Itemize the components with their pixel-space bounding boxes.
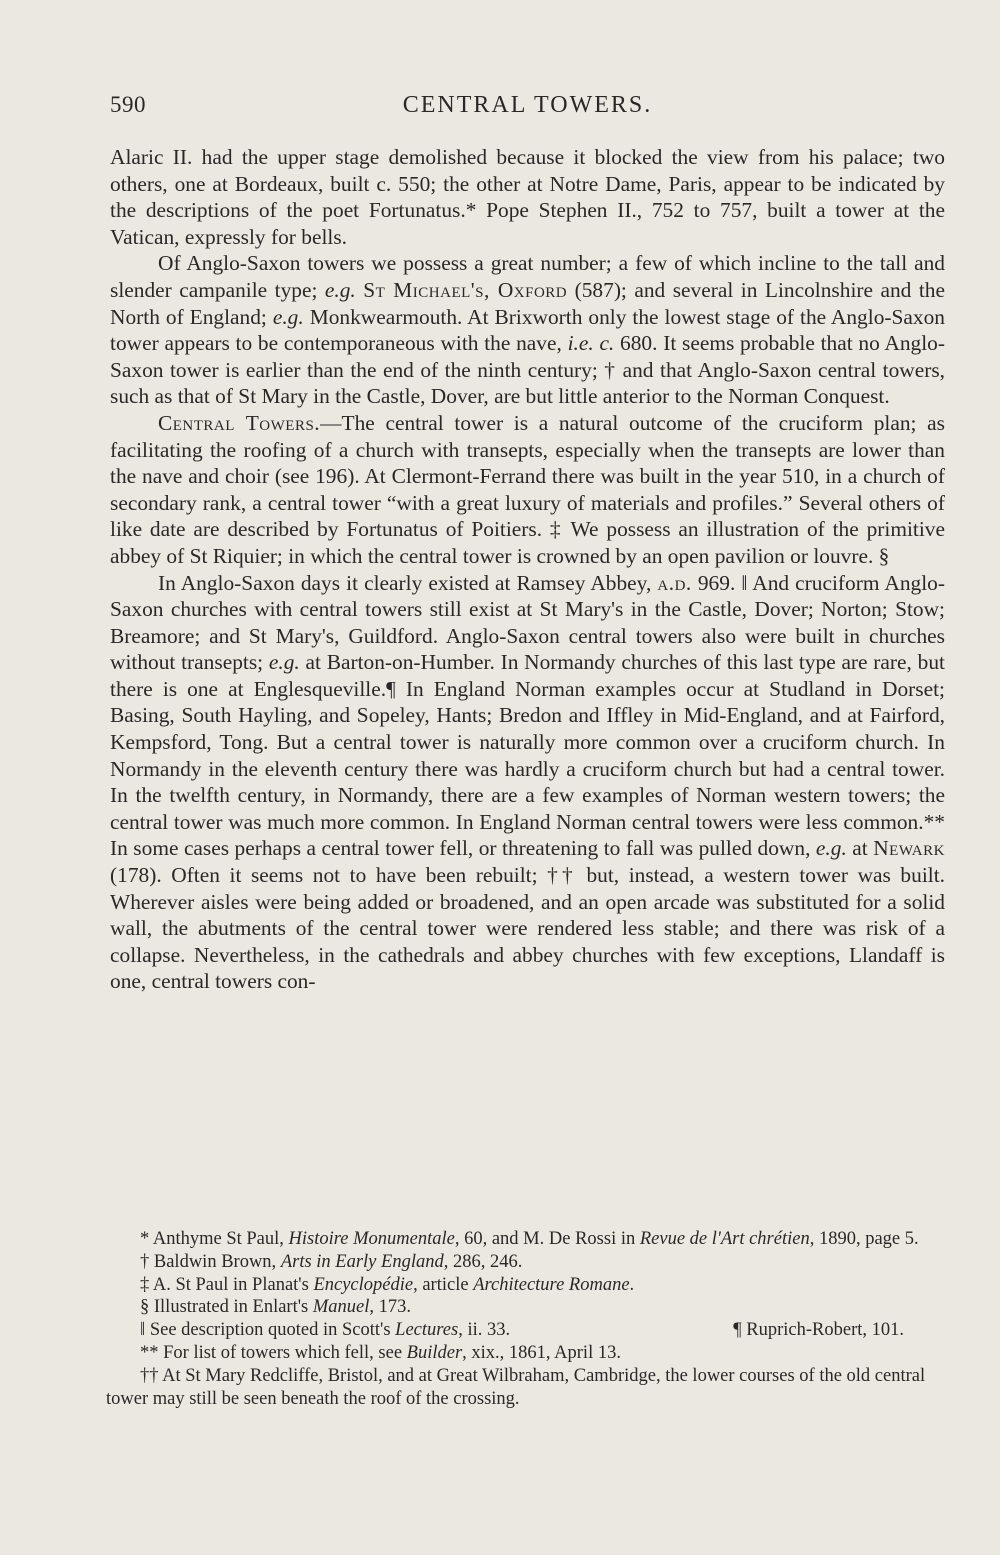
footnote-1: [106, 1228, 940, 1251]
text-span: , xix., 1861, April 13.: [462, 1342, 621, 1363]
footnote-row: [106, 1319, 940, 1342]
italic-span: Arts in Early England: [280, 1251, 444, 1272]
text-span: ‡ A. St Paul in Planat's: [140, 1274, 314, 1295]
text-span: , 60, and M. De Rossi in: [454, 1229, 640, 1249]
small-caps-span: a.d.: [657, 570, 692, 595]
text-span: In Anglo-Saxon days it clearly existed at Ramsey Abbey,: [158, 570, 658, 595]
text-span: § Illustrated in Enlart's: [140, 1297, 313, 1318]
paragraph-1: Alaric II. had the upper stage demolished because it blocked the view from his palace; two others, one at Bordeaux, built c. 550; the other at Notre Dame, Paris, appear to be indicated by the descriptions of the poet Fortunatus.* Pope Stephen II., 752 to 757, built a tower at the Vatican, expressly for bells.: [110, 145, 945, 249]
text-span: , 173.: [369, 1297, 412, 1318]
page-header: [110, 92, 945, 126]
text-span: * Anthyme St Paul,: [140, 1229, 289, 1249]
footnote-7: †† At St Mary Redcliffe, Bristol, and at Great Wilbraham, Cambridge, the lower courses of the old central tower may still be seen beneath the roof of the crossing.: [106, 1365, 926, 1409]
text-span: (178). Often it seems not to have been rebuilt; †† but, instead, a western tower was built. Wherever aisles were being added or broadened, and an open arcade was substituted for a solid wall, the abutments of the central tower were rendered less stable; and there was risk of a collapse. Nevertheless, in the cathedrals and abbey churches with few exceptions, Llandaff is one, central towers con-: [110, 863, 945, 994]
small-caps-span: Newark: [873, 836, 945, 861]
text-span: (587); and several in Lincolnshire and the North of England;: [110, 277, 945, 329]
text-span: at: [846, 836, 874, 861]
italic-span: e.g.: [268, 650, 300, 675]
text-span: Monkwearmouth. At Brixworth only the lowest stage of the Anglo-Saxon tower appears to be contemporaneous with the nave,: [110, 304, 945, 356]
section-heading: Central Towers.: [158, 410, 321, 435]
text-span: , 286, 246.: [443, 1251, 523, 1272]
italic-span: i.e. c.: [567, 331, 615, 356]
footnote-3: [106, 1274, 940, 1297]
footnote-5: [106, 1319, 510, 1342]
italic-span: Manuel: [312, 1297, 370, 1318]
italic-span: Lectures: [395, 1320, 459, 1341]
italic-span: e.g.: [272, 304, 304, 329]
text-span: , ii. 33.: [458, 1320, 511, 1341]
italic-span: e.g.: [815, 836, 847, 861]
paragraph-4: [110, 570, 945, 996]
text-span: —The central tower is a natural outcome of the cruciform plan; as facilitating the roofing of a church with transepts, especially when the transepts are lower than the nave and choir (see 196). At Clermont-Ferrand there was built in the year 510, in a church of secondary rank, a central tower “with a great luxury of materials and profiles.” Several others of like date are described by Fortunatus of Poitiers. ‡ We possess an illustration of the primitive abbey of St Riquier; in which the central tower is crowned by an open pavilion or louvre. §: [110, 410, 945, 568]
running-head: CENTRAL TOWERS.: [402, 92, 653, 118]
footnote-4: [106, 1296, 940, 1319]
body-text: [110, 144, 945, 995]
text-span: 969. ‖ And cruciform Anglo-Saxon churches with central towers still exist at St Mary's in the Castle, Dover; Norton; Stow; Breamore; and St Mary's, Guildford. Anglo-Saxon central towers also were built in churches without transepts;: [110, 570, 945, 675]
small-caps-span: St Michael's, Oxford: [363, 277, 568, 302]
footnote-6: [106, 1342, 940, 1365]
italic-span: Revue de l'Art chrétien: [639, 1229, 810, 1249]
footnote-2: [106, 1251, 940, 1274]
footnotes: [106, 1228, 940, 1410]
italic-span: Encyclopédie: [313, 1274, 414, 1295]
italic-span: Builder: [406, 1342, 463, 1363]
text-span: , article: [413, 1274, 474, 1295]
text-span: † Baldwin Brown,: [140, 1251, 281, 1272]
text-span: Of Anglo-Saxon towers we possess a great number; a few of which incline to the tall and slender campanile type;: [110, 251, 945, 302]
italic-span: Architecture Romane: [473, 1274, 630, 1295]
italic-span: e.g.: [324, 277, 356, 302]
text-span: .: [629, 1274, 635, 1295]
text-span: 680. It seems probable that no Anglo-Saxon tower is earlier than the end of the ninth century; † and that Anglo-Saxon central towers, such as that of St Mary in the Castle, Dover, are but little anterior to the Norman Conquest.: [110, 331, 945, 409]
footnote-pilcrow: ¶ Ruprich-Robert, 101.: [733, 1320, 904, 1341]
text-span: ** For list of towers which fell, see: [140, 1342, 407, 1363]
paragraph-3: [110, 410, 945, 570]
text-span: at Barton-on-Humber. In Normandy churches of this last type are rare, but there is one at Englesqueville.¶ In England Norman examples occur at Studland in Dorset; Basing, South Hayling, and Sopeley, Hants; Bredon and Iffley in Mid-England, and at Fairford, Kempsford, Tong. But a central tower is naturally more common over a cruciform church. In Normandy in the eleventh century there was hardly a cruciform church but had a central tower. In the twelfth century, in Normandy, there are a few examples of Norman western towers; the central tower was much more common. In England Norman central towers were less common.** In some cases perhaps a central tower fell, or threatening to fall was pulled down,: [110, 650, 945, 861]
paragraph-2: [110, 250, 945, 410]
page-number: 590: [110, 92, 146, 117]
text-span: , 1890, page 5.: [809, 1229, 919, 1249]
text-span: ‖ See description quoted in Scott's: [140, 1320, 396, 1341]
italic-span: Histoire Monumentale: [288, 1229, 455, 1249]
